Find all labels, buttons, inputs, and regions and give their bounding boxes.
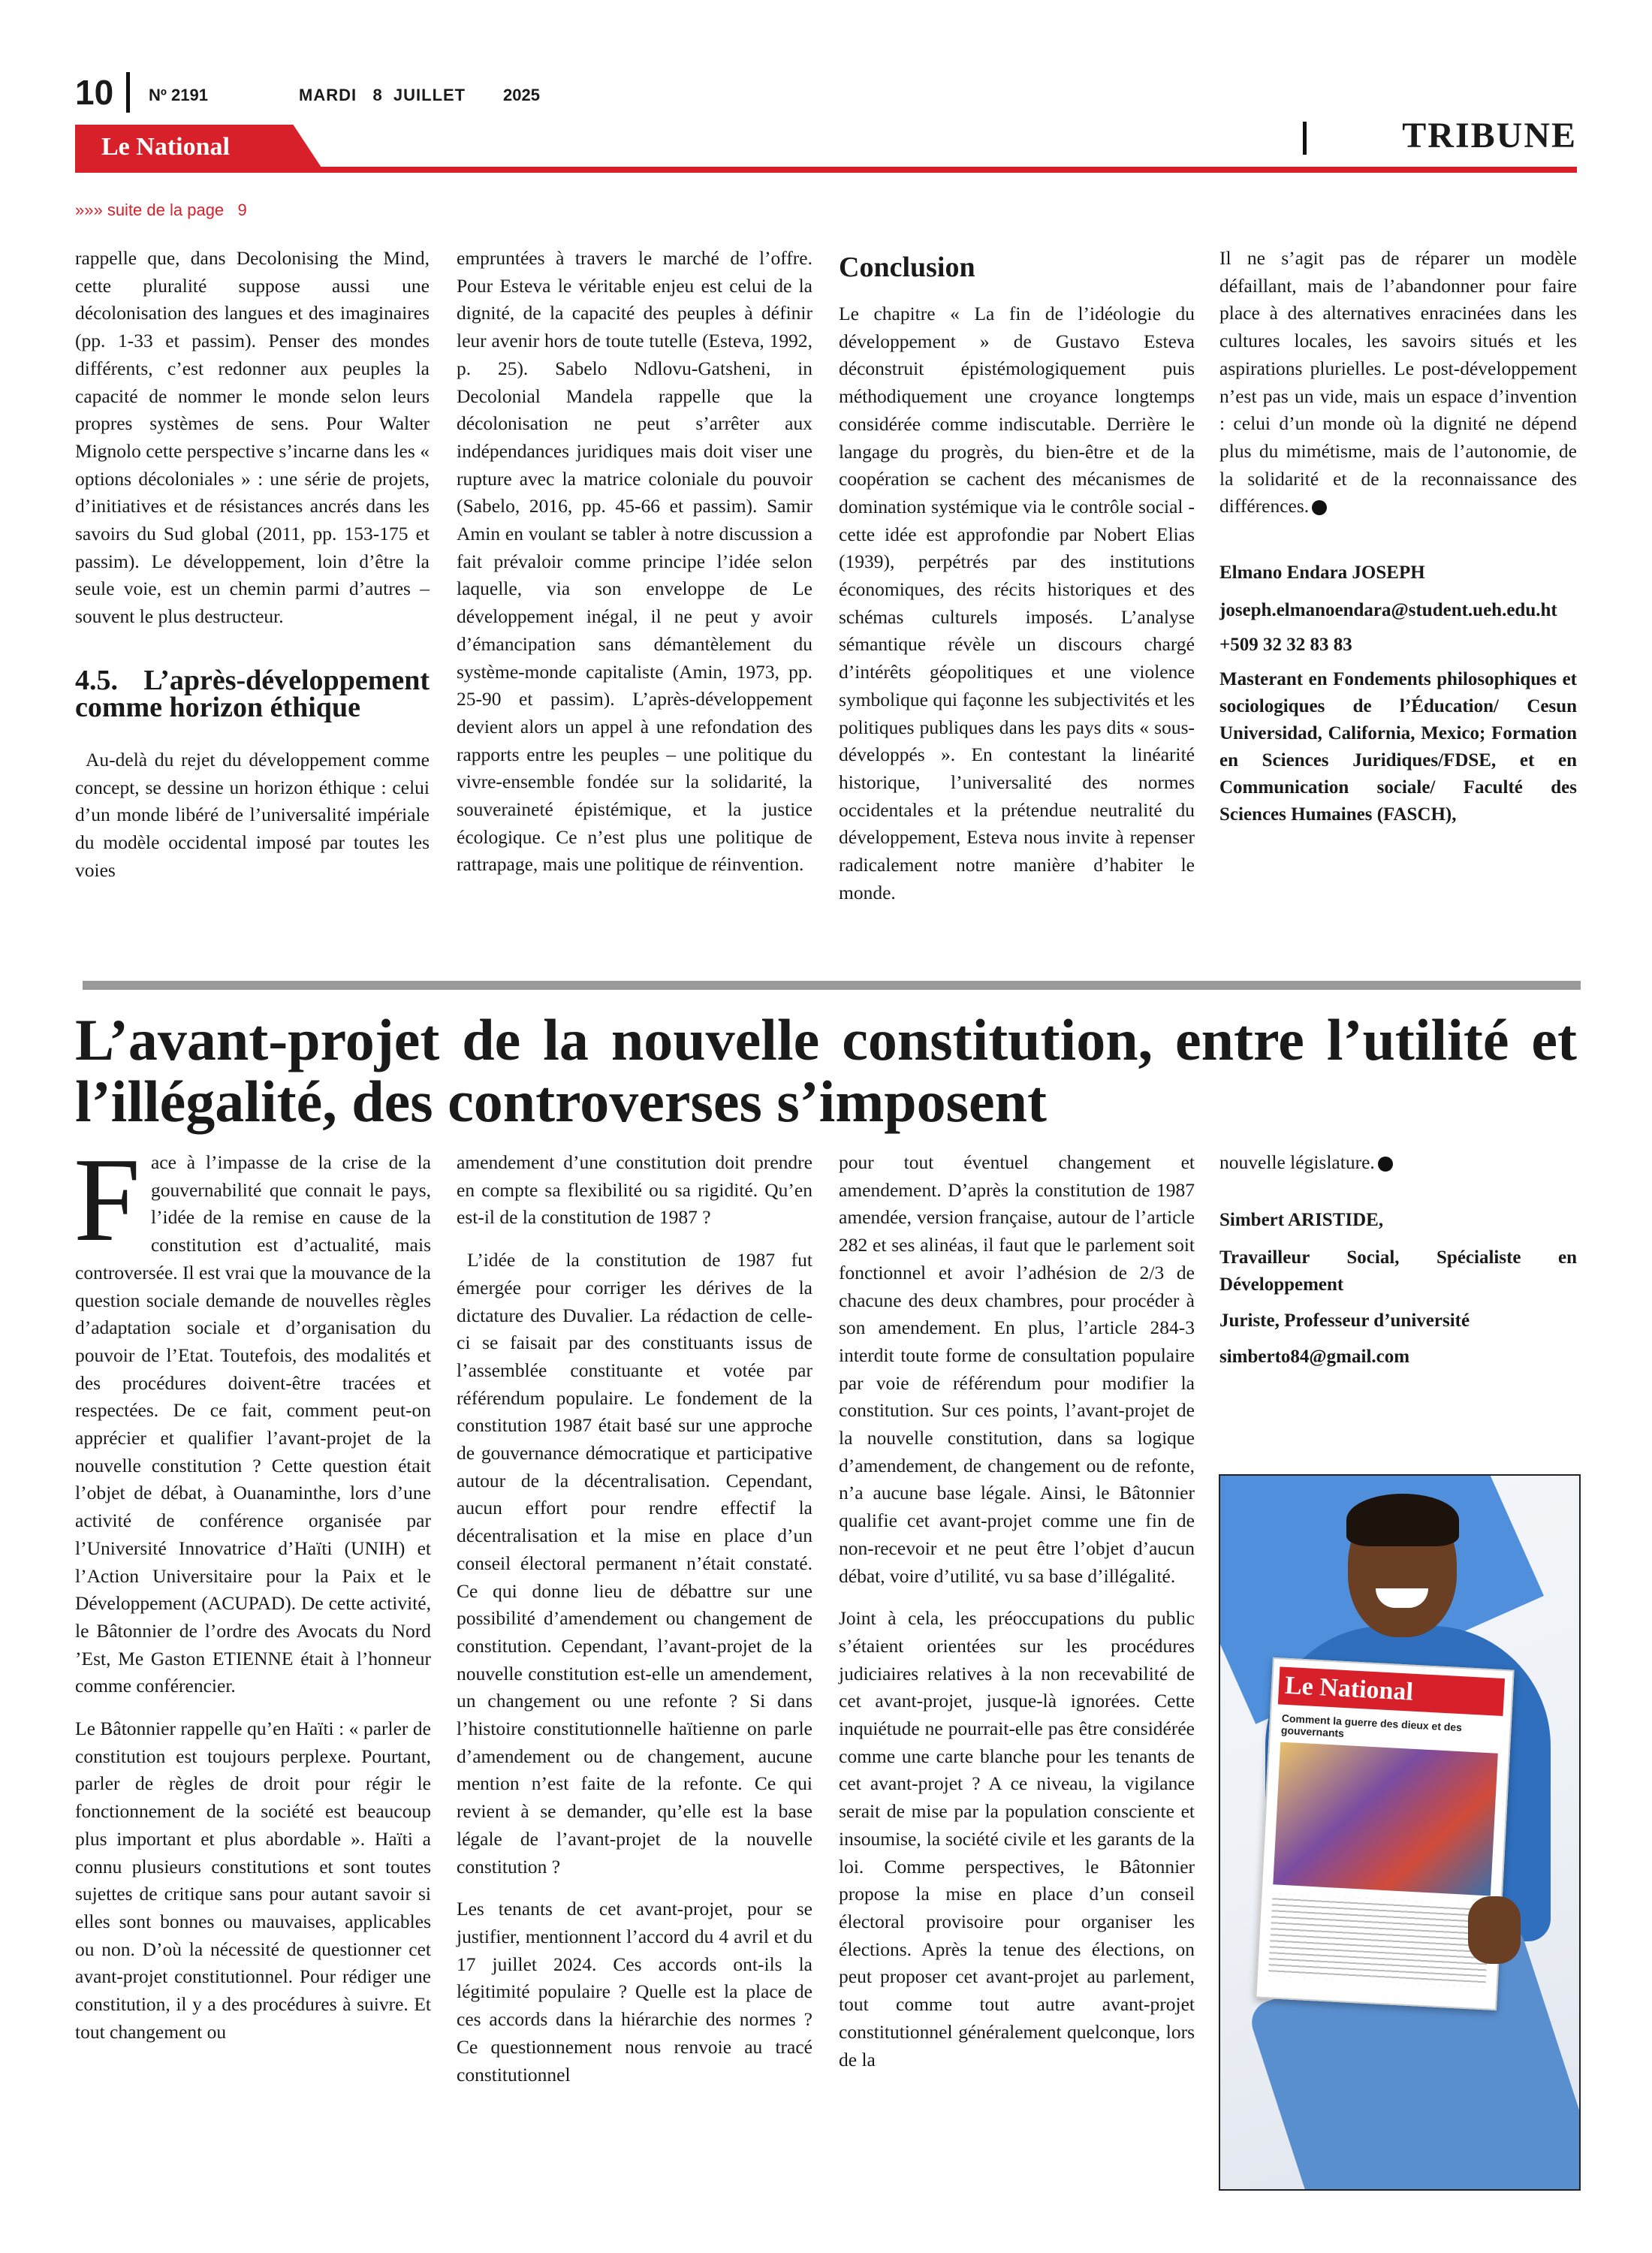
article2-paragraph: pour tout éventuel changement et amendement. D’après la constitution de 1987 amendée, version française, autour de l’article 282 et ses alinéas, il faut que le parlement soit fonctionnel et avoir l’adhésion de 2/3 de chacune des deux chambres, pour procéder à son amendement. En plus, l’article 284-3 interdit toute forme de consultation populaire par voie de référendum pour modifier la constitution. Sur ces points, l’avant-projet de la nouvelle constitution, dans sa logique d’amendement, de changement ou de refonte, n’a aucune base légale. Ainsi, le Bâtonnier qualifie cet avant-projet comme une fin de non-recevoir et ne peut être l’objet d’aucun débat, voire d’utilité, vu sa base d’illégalité.	[839, 1151, 1195, 1587]
article1-paragraph: Le chapitre « La fin de l’idéologie du développement » de Gustavo Esteva déconstruit épistémologiquement puis méthodiquement une croyance longtemps considérée comme indiscutable. Derrière le langage du progrès, du bien-être et de la coopération se cachent des mécanismes de domination systémique via le contrôle social - cette idée est approfondie par Nobert Elias (1939), perpétrés par des institutions économiques, des récits historiques et des schémas culturels imposés. L’analyse sémantique révèle un discours chargé d’intérêts géopolitiques et une violence symbolique qui façonne les subjectivités et les politiques publiques dans les pays dits « sous-développés ». En contestant la linéarité historique, l’universalité des normes occidentales et la prétendue neutralité du développement, Esteva nous invite à repenser radicalement notre manière d’habiter le monde.	[839, 303, 1195, 903]
article1-paragraph: Au-delà du rejet du développement comme concept, se dessine un horizon éthique : celui d’un monde libéré de l’universalité impériale du modèle occidental imposé par toutes les voies	[75, 748, 430, 881]
article1-author-email: joseph.elmanoendara@student.ueh.edu.ht	[1219, 600, 1557, 621]
section-title: TRIBUNE	[1402, 116, 1577, 155]
article2-paragraph: L’idée de la constitution de 1987 fut émergée pour corriger les dérives de la dictature des Duvalier. La rédaction de celle-ci se faisait par des constituants issus de l’assemblée constituante et votée par référendum populaire. Le fondement de la constitution 1987 était basé sur une approche de gouvernance démocratique et participative autour de la décentralisation. Cependant, aucun effort pour rendre effectif la décentralisation et la mise en place d’un conseil électoral permanent n’était constaté. Ce qui donne lieu de débattre sur une possibilité d’amendement ou changement de constitution. Cependant, l’avant-projet de la nouvelle constitution est-elle un amendement, un changement ou une refonte ? Si dans l’histoire constitutionnelle haïtienne on parle d’amendement ou de changement, aucune mention n’est faite de la refonte. Ce qui revient à se demander, qu’elle est la base légale de l’avant-projet de la nouvelle constitution ?	[457, 1249, 812, 1878]
article1-column-1	[75, 245, 430, 884]
article2-headline: L’avant-projet de la nouvelle constitution, entre l’utilité et l’illégalité, des controverses s’imposent	[75, 1007, 1577, 1134]
conclusion-heading: Conclusion	[839, 252, 975, 283]
page-number-divider	[126, 72, 130, 113]
article2-column-4	[1219, 1149, 1577, 1371]
newspaper-masthead: Le National	[1278, 1666, 1505, 1716]
article2-author: Simbert ARISTIDE,	[1219, 1209, 1384, 1230]
publication-name: Le National	[101, 133, 230, 161]
article1-column-3	[839, 245, 1195, 906]
article-divider	[83, 981, 1581, 990]
article2-paragraph: Joint à cela, les préoccupations du public s’étaient orientées sur les procédures judiciaires relatives à la non recevabilité de cet avant-projet, jusque-là ignorées. Cette inquiétude ne pourrait-elle pas être considérée comme une carte blanche pour les tenants de cet avant-projet ? A ce niveau, la vigilance serait de mise par la population consciente et insoumise, la société civile et les garants de la loi. Comme perspectives, le Bâtonnier propose la mise en place d’un conseil électoral provisoire pour organiser les élections. Après la tenue des élections, on peut proposer cet avant-projet au parlement, tout comme tout autre avant-projet constitutionnel généralement quelconque, lors de la	[839, 1607, 1195, 2071]
continued-from-note: »»» suite de la page 9	[75, 201, 247, 219]
article1-subheading: 4.5. L’après-développement comme horizon éthique	[75, 664, 430, 723]
article1-column-4	[1219, 245, 1577, 828]
article2-column-1	[74, 1133, 431, 2046]
article1-closing-text: Il ne s’agit pas de réparer un modèle défaillant, mais de l’abandonner pour faire place à des alternatives enracinées dans les cultures locales, les savoirs situés et les aspirations plurielles. Le post-développement n’est pas un vide, mais un espace d’invention : celui d’un monde où la dignité ne dépend plus du mimétisme, mais de l’autonomie, de la solidarité et de la reconnaissance des différences.	[1219, 247, 1577, 517]
end-mark-icon	[1378, 1157, 1393, 1172]
article1-author-bio: Masterant en Fondements philosophiques et sociologiques de l’Éducation/ Cesun Universidad, California, Mexico; Formation en Sciences Juridiques/FDSE, et en Communication sociale/ Faculté des Sciences Humaines (FASCH),	[1219, 669, 1577, 825]
article2-column-2	[457, 1149, 812, 2089]
article1-paragraph	[1219, 245, 1577, 520]
issue-date: MARDI 8 JUILLET	[299, 86, 466, 104]
newspaper-cover-text-lines	[1268, 1893, 1490, 1987]
article1-paragraph: rappelle que, dans Decolonising the Mind, cette pluralité suppose aussi une décolonisation des langues et des imaginaires (pp. 1-33 et passim). Penser des mondes différents, c’est redonner aux peuples la capacité de nommer le monde selon leurs propres systèmes de sens. Pour Walter Mignolo cette perspective s’incarne dans les « options décoloniales » : une série de projets, d’initiatives et de résistances ancrés dans les savoirs du Sud global (2011, pp. 153-175 et passim). Le développement, loin d’être la seule voie, est un chemin parmi d’autres – souvent le plus destructeur.	[75, 247, 430, 628]
article2-paragraph: Le Bâtonnier rappelle qu’en Haïti : « parler de constitution est toujours perplexe. Pourtant, parler de règles de droit pour régir le fonctionnement de la société est beaucoup plus important et plus abordable ». Haïti a connu plusieurs constitutions et sont toutes sujettes de critique sans pour autant savoir si elles sont bonnes ou mauvaises, applicables ou non. D’où la nécessité de questionner cet avant-projet constitutionnel. Pour rédiger une constitution, il y a des procédures à suivre. Et tout changement ou	[75, 1718, 431, 2043]
newspaper-cover-headline: Comment la guerre des dieux et des gouvernants	[1280, 1712, 1463, 1739]
end-mark-icon	[1312, 500, 1327, 515]
article2-paragraph	[1219, 1149, 1577, 1177]
issue-year: 2025	[503, 86, 540, 104]
article2-paragraph	[74, 1133, 431, 1700]
issue-number: Nº 2191	[149, 86, 208, 104]
newspaper-cover-image	[1273, 1742, 1498, 1896]
article2-author-email: simberto84@gmail.com	[1219, 1346, 1410, 1367]
header-rule	[75, 167, 1577, 173]
section-divider	[1303, 122, 1307, 155]
article2-column-3	[839, 1149, 1195, 2074]
article2-author-title: Travailleur Social, Spécialiste en Développement	[1219, 1247, 1577, 1295]
article2-paragraph: amendement d’une constitution doit prendre en compte sa flexibilité ou sa rigidité. Qu’en est-il de la constitution de 1987 ?	[457, 1151, 812, 1229]
article1-column-2	[457, 245, 812, 879]
article2-lead-text: ace à l’impasse de la crise de la gouvernabilité que connait le pays, l’idée de la remise en cause de la constitution est d’actualité, mais controversée. Il est vrai que la mouvance de la question sociale demande de nouvelles règles d’adaptation sociale et d’organisation du pouvoir de l’Etat. Toutefois, des modalités et des procédures doivent-être tracées et respectées. De ce fait, comment peut-on apprécier et qualifier l’avant-projet de la nouvelle constitution ? Cette question était l’objet de débat, à Ouanaminthe, lors d’une activité de conférence organisée par l’Université Innovatrice d’Haïti (UNIH) et l’Action Universitaire pour la Paix et le Développement (ACUPAD). De cette activité, le Bâtonnier de l’ordre des Avocats du Nord ’Est, Me Gaston ETIENNE était à l’honneur comme conférencier.	[75, 1151, 431, 1697]
photo-hair	[1346, 1494, 1459, 1546]
photo-hand	[1468, 1896, 1521, 1964]
article2-closing-text: nouvelle législature.	[1219, 1151, 1375, 1173]
newspaper-promo-photo	[1219, 1474, 1581, 2191]
article1-paragraph: empruntées à travers le marché de l’offre. Pour Esteva le véritable enjeu est celui de la dignité, de la capacité des peuples à définir leur avenir hors de toute tutelle (Esteva, 1992, p. 25). Sabelo Ndlovu-Gatsheni, in Decolonial Mandela rappelle que la décolonisation ne peut s’arrêter aux indépendances juridiques mais doit viser une rupture avec la matrice coloniale du pouvoir (Sabelo, 2016, pp. 45-66 et passim). Samir Amin en voulant se tabler à notre discussion a fait prévaloir comme principe l’idée selon laquelle, via son enveloppe de Le développement inégal, il ne peut y avoir d’émancipation sans démantèlement du système-monde capitaliste (Amin, 1973, pp. 25-90 et passim). L’après-développement devient alors un appel à une refondation des rapports entre les peuples – une politique du vivre-ensemble fondée sur la solidarité, la souveraineté épistémique, et la justice écologique. Ce n’est plus une politique de rattrapage, mais une politique de réinvention.	[457, 247, 812, 876]
page-number: 10	[75, 73, 114, 112]
article1-author: Elmano Endara JOSEPH	[1219, 562, 1425, 584]
article1-author-phone: +509 32 32 83 83	[1219, 635, 1352, 656]
article2-paragraph: Les tenants de cet avant-projet, pour se justifier, mentionnent l’accord du 4 avril et du 17 juillet 2024. Ces accords ont-ils la légitimité populaire ? Quelle est la place de ces accords dans la hiérarchie des normes ? Ce questionnement nous renvoie au tracé constitutionnel	[457, 1898, 812, 2086]
drop-cap: F	[74, 1133, 140, 1266]
article2-author-title: Juriste, Professeur d’université	[1219, 1310, 1470, 1331]
